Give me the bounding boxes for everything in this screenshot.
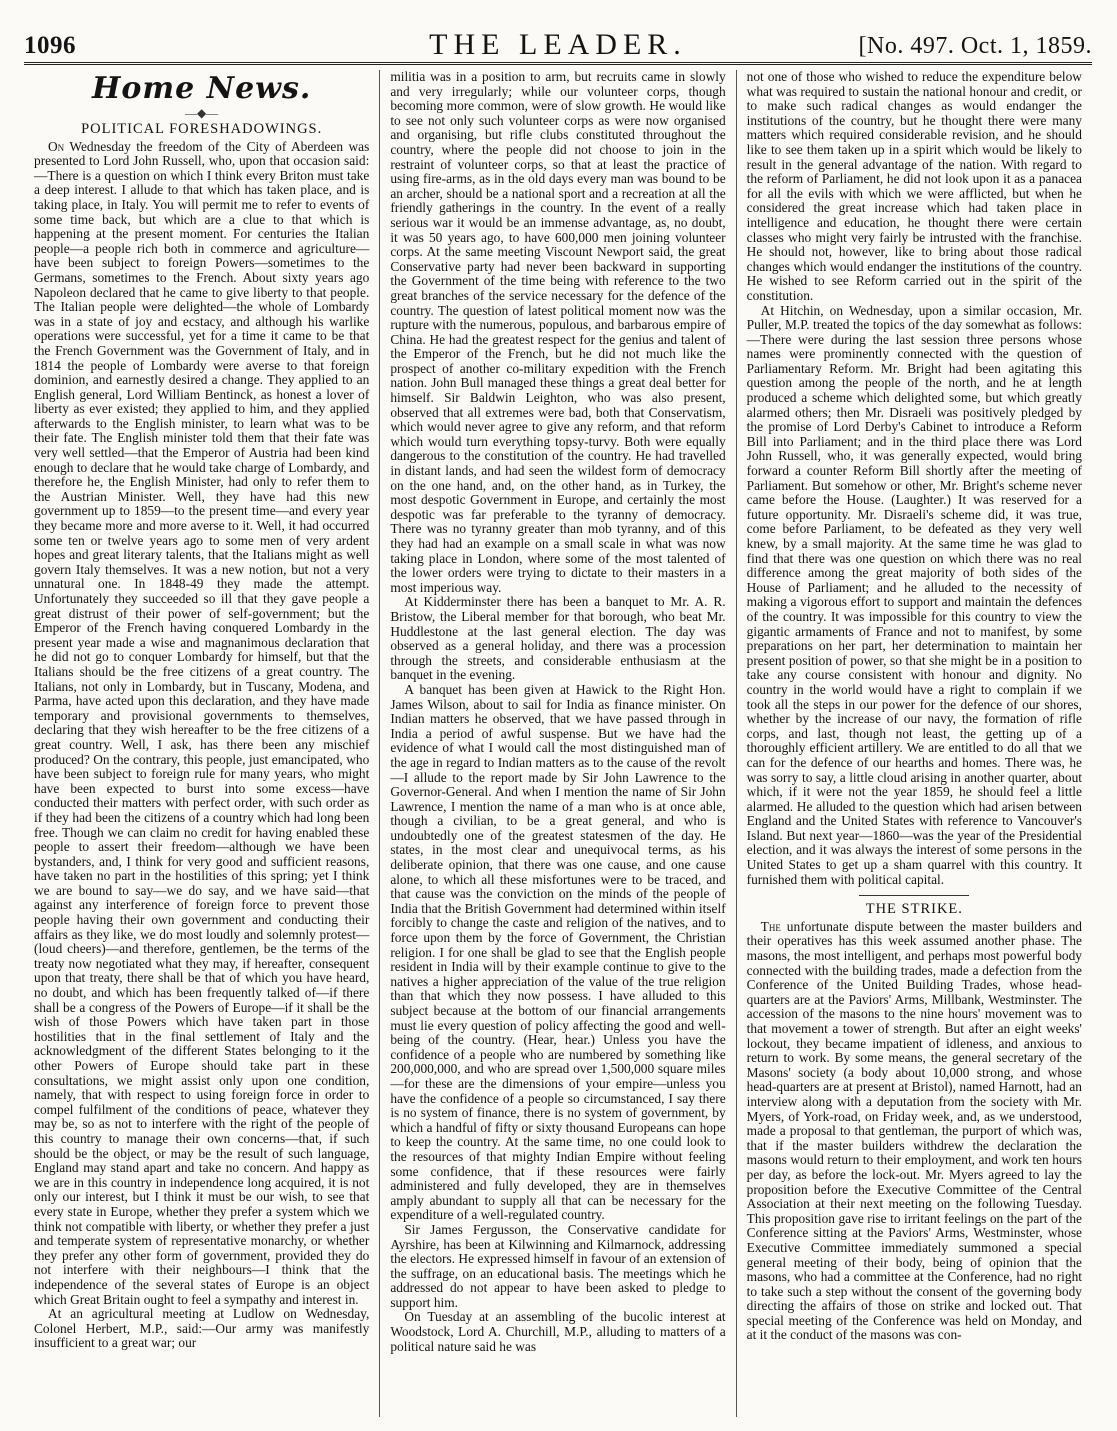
paragraph: The unfortunate dispute between the master builders and their operatives has this week assumed another phase. The masons, the most intelligent, and perhaps most powerful body connected with the building trades, made a defection from the Conference of the United Building Trades, whose head-quarters are at the Paviors' Arms, Millbank, Westminster. The accession of the masons to the nine hours' movement was to that movement a tower of strength. But after an eight weeks' lockout, they became impatient of idleness, and anxious to return to work. By some means, the general secretary of the Masons' society (a body about 10,000 strong, and whose head-quarters are at present at Bristol), named Harnott, had an interview along with a deputation from the society with Mr. Myers, of York-road, on Friday week, and, as we understood, made a proposal to that gentleman, the purport of which was, that if the master builders withdrew the declaration the masons would return to their employment, and work ten hours per day, as before the lock-out. Mr. Myers agreed to lay the proposition before the Executive Committee of the Central Association at their next meeting on the following Tuesday. This proposition gave rise to irritant feelings on the part of the Conference sitting at the Paviors' Arms, Westminster, whose Executive Committee immediately summoned a special general meeting of their body, being of opinion that the masons, who had a committee at the Conference, had no right to take such a step without the consent of the governing body directing the affairs of those on strike and locked out. That special meeting of the Conference was held on Monday, and at it the conduct of the masons was con- — [746, 918, 1082, 1343]
article-heading-political: POLITICAL FORESHADOWINGS. — [81, 121, 323, 137]
paragraph: On Wednesday the freedom of the City of Aberdeen was presented to Lord John Russell, who, upon that occasion said:—There is a question on which I think every Briton must take a deep interest. I allude to that which has taken place, and is taking place, in Italy. You will permit me to refer to events of some time back, but which are a clue to that which is happening at the present moment. For centuries the Italian people—a people rich both in commerce and agriculture—have been subject to foreign Powers—sometimes to the Germans, sometimes to the French. About sixty years ago Napoleon declared that he came to give liberty to that people. The Italian people were delighted—the whole of Lombardy was in a state of joy and ecstacy, and although his warlike operations were successful, yet for a time it came to be that the French Government was the Government of Italy, and in 1814 the people of Lombardy were averse to that foreign dominion, and earnestly desired a change. They applied to an English general, Lord William Bentinck, as honest a lover of liberty as ever existed; they applied to him, and they applied afterwards to the English minister, to learn what was to be their fate. The English minister told them that their fate was very well settled—that the Emperor of Austria had been kind enough to declare that he would take charge of Lombardy, and therefore he, the English Minister, had only to refer them to the Austrian Minister. Well, they have had this new government up to 1859—to the present time—and every year they became more and more averse to it. Well, it had occurred some ten or twelve years ago to some men of very ardent hopes and great literary talents, that the Italians might as well govern Italy themselves. It was a new notion, but not a very unnatural one. In 1848-49 they made the attempt. Unfortunately they succeeded so ill that they gave people a great distrust of their power of self-government; but the Emperor of the French having conquered Lombardy in the present year made a wise and magnanimous declaration that he did not go to conquer Lombardy for himself, but that the Italians should be the free citizens of a great country. The Italians, not only in Lombardy, but in Tuscany, Modena, and Parma, have acted upon this declaration, and they have made temporary and provisional governments to themselves, declaring that they wish hereafter to be the free citizens of a great country. Well, I ask, has there been any mischief produced? On the contrary, this people, just emancipated, who have been subject to foreign rule for many years, who might have been expected to burst into some excess—have conducted their matters with perfect order, with such order as if they had been the citizens of a country which had long been free. Though we can claim no credit for having enabled these people to assert their freedom—although we have been bystanders, and, I think for very good and sufficient reasons, have taken no part in the hostilities of this spring; yet I think we are bound to say—we do say, and we have said—that against any interference of foreign force to prevent those people having their own government and conducting their affairs as they like, we do most loudly and solemnly protest—(loud cheers)—and therefore, gentlemen, be the terms of the treaty now negotiated what they may, if hereafter, consequent upon that treaty, there shall be that of which you have heard, no doubt, and which has been frequently talked of—if there shall be a congress of the Powers of Europe—if it shall be the wish of those Powers which have taken part in those hostilities that in the final settlement of Italy and the acknowledgment of the different States belonging to it the other Powers of Europe should take part in these consultations, we might assist only upon one condition, namely, that with respect to using foreign force in order to compel fulfilment of the conditions of peace, whatever they may be, so as not to interfere with the right of the people of this country to manage their own concerns—that, if such should be the object, or may be the result of such language, England may stand apart and take no concern. And happy as we are in this country in independence long acquired, it is not only our interest, but I think it must be our wish, to see that every state in Europe, whether they prefer a system which we think not compatible with liberty, or whether they prefer a just and temperate system of representative monarchy, or whether they prefer any other form of government, provided they do not interfere with their neighbours—I think that the independence of the several states of Europe is an object which Great Britain ought to feel a sympathy and interest in. — [34, 138, 370, 1307]
issue-date: [No. 497. Oct. 1, 1859. — [858, 33, 1092, 59]
column-3 — [736, 70, 1092, 1417]
section-ornament: —◆— — [185, 106, 219, 120]
lead-word: The — [760, 918, 781, 934]
columns — [24, 70, 1092, 1417]
paragraph: On Tuesday at an assembling of the bucolic interest at Woodstock, Lord A. Churchill, M.P., alluding to matters of a political nature said he was — [390, 1309, 726, 1354]
lead-word: On — [48, 138, 65, 154]
column-1 — [24, 70, 379, 1417]
paragraph: Sir James Fergusson, the Conservative candidate for Ayrshire, has been at Kilwinning and Kilmarnock, addressing the electors. He expressed himself in favour of an extension of the suffrage, on an educational basis. The meetings which he addressed do not appear to have been asked to pledge to support him. — [390, 1221, 726, 1310]
newspaper-title: THE LEADER. — [429, 28, 687, 61]
paragraph: At Kidderminster there has been a banquet to Mr. A. R. Bristow, the Liberal member for that borough, who beat Mr. Huddlestone at the last general election. The day was observed as a general holiday, and there was a procession through the streets, and considerable enthusiasm at the banquet in the evening. — [390, 594, 726, 683]
column-2 — [379, 70, 735, 1417]
divider — [859, 895, 969, 896]
article-heading-strike: THE STRIKE. — [865, 901, 963, 918]
masthead — [24, 22, 1092, 65]
paragraph: not one of those who wished to reduce the expenditure below what was required to sustain the national honour and credit, or to make such radical changes as would endanger the institutions of the country, but he thought there were many matters which required considerable revision, and he should like to see them taken up in a spirit which would be likely to result in the general advantage of the nation. With regard to the reform of Parliament, he did not look upon it as a panacea for all the evils with which we were afflicted, but when he considered the great increase which had taken place in intelligence and education, he thought there were certain classes who might very fairly be intrusted with the franchise. He should not, however, like to bring about those radical changes which would endanger the institutions of the country. He wished to see Reform carried out in the spirit of the constitution. — [746, 70, 1082, 303]
paragraph: militia was in a position to arm, but recruits came in slowly and very irregularly; while our volunteer corps, though becoming more common, were of slow growth. He would like to see not only such volunteer corps as were now organised and organising, but rifle clubs constituted throughout the country, where the people did not choose to join in the restraint of volunteer corps, so that at least the practice of using fire-arms, as in the old days every man was bound to be an archer, should be a national sport and a recreation at all the friendly gatherings in the country. In the event of a really serious war it would be an immense advantage, as, no doubt, it was 50 years ago, to have 600,000 men joining volunteer corps. At the same meeting Viscount Newport said, the great Conservative party had never been backward in supporting the Government of the time being with reference to the two great branches of the service necessary for the defence of the country. The question of latest political moment now was the rupture with the numerous, populous, and barbarous empire of China. He had the greatest respect for the genius and talent of the Emperor of the French, but he did not much like the prospect of another co-military expedition with the French nation. John Bull managed these things a great deal better for himself. Sir Baldwin Leighton, who was also present, observed that all extremes were bad, both that Conservatism, which would never agree to give any reform, and that reform which would turn everything topsy-turvy. Both were equally dangerous to the constitution of the country. He had travelled in distant lands, and had seen the wildest form of democracy on the one hand, and, on the other hand, as in Turkey, the most despotic Government in Europe, and certainly the most despotic was far preferable to the tyranny of democracy. There was no tyranny greater than mob tyranny, and of this they had had an example on a small scale in what was now taking place in London, where some of the most talented of the lower orders were trying to dictate to their masters in a most imperious way. — [390, 70, 726, 595]
page-number: 1096 — [24, 32, 76, 59]
newspaper-page — [24, 22, 1092, 1417]
paragraph: A banquet has been given at Hawick to the Right Hon. James Wilson, about to sail for India as finance minister. On Indian matters he observed, that we have passed through in India a period of awful suspense. But we have had the evidence of what I would call the most distinguished man of the age in regard to Indian matters as to the cause of the revolt—I allude to the report made by Sir John Lawrence to the Governor-General. And when I mention the name of Sir John Lawrence, I mention the name of a man who is at once able, though a civilian, to be a great general, and who is undoubtedly one of the greatest statesmen of the day. He states, in the most clear and unequivocal terms, as his deliberate opinion, that there was one cause, and one cause alone, to which all these misfortunes were to be traced, and that cause was the conviction on the minds of the people of India that the British Government had determined within itself forcibly to change the caste and religion of the natives, and to force upon them by the force of Government, the Christian religion. I for one shall be glad to see that the English people resident in India will by their example continue to give to the natives a higher appreciation of the value of the true religion than that which they now possess. I have alluded to this subject because at the bottom of our financial arrangements must lie every question of policy affecting the good and well-being of the country. (Hear, hear.) Unless you have the confidence of a people who are numbered by something like 200,000,000, and who are spread over 1,500,000 square miles—for these are the dimensions of your empire—unless you have the confidence of a people so circumstanced, I say there is no system of finance, there is no system of government, by which a handful of fifty or sixty thousand Europeans can hope to keep the country. At the same time, no one could look to the resources of that mighty Indian Empire without feeling some confidence, that if these resources were fairly administered and fully developed, they are in themselves amply abundant to supply all that can be necessary for the expenditure of a well-regulated country. — [390, 681, 726, 1223]
paragraph: At an agricultural meeting at Ludlow on Wednesday, Colonel Herbert, M.P., said:—Our army was manifestly insufficient to a great war; our — [34, 1306, 370, 1351]
section-title: Home News. — [92, 71, 312, 106]
paragraph: At Hitchin, on Wednesday, upon a similar occasion, Mr. Puller, M.P. treated the topics of the day somewhat as follows:—There were during the last session three persons whose names were prominently connected with the question of Parliamentary Reform. Mr. Bright had been agitating this question among the people of the north, and he at length produced a scheme which delighted some, but which greatly alarmed others; then Mr. Disraeli was positively pledged by the promise of Lord Derby's Cabinet to introduce a Reform Bill into Parliament; and in the third place there was Lord John Russell, who, it was generally expected, would bring forward a counter Reform Bill shortly after the meeting of Parliament. But somehow or other, Mr. Bright's scheme never came before the House. (Laughter.) It was reserved for a future opportunity. Mr. Disraeli's scheme did, it was true, come before Parliament, to be defeated as they very well knew, by a small majority. At the same time he was glad to find that there was one question on which there was no real difference among the great majority of both sides of the House of Parliament; and he alluded to the necessity of making a vigorous effort to support and maintain the defences of the country. It was impossible for this country to view the gigantic armaments of France and not to manifest, by some preparations on her part, her determination to maintain her present position of power, so that she might be in a position to take any course consistent with honour and dignity. No country in the world would have a right to complain if we took all the steps in our power for the defence of our shores, whether by the increase of our navy, the formation of rifle corps, and last, though not least, the getting up of a thoroughly efficient artillery. We are entitled to do all that we can for the defence of our hearths and homes. There was, he was sorry to say, a little cloud arising in another quarter, about which, if it were not the year 1859, he should feel a little alarmed. He alluded to the question which had arisen between England and the United States with reference to Vancouver's Island. But next year—1860—was the year of the Presidential election, and it was always the interest of some persons in the United States to get up a sham quarrel with this country. It furnished them with political capital. — [746, 302, 1082, 887]
